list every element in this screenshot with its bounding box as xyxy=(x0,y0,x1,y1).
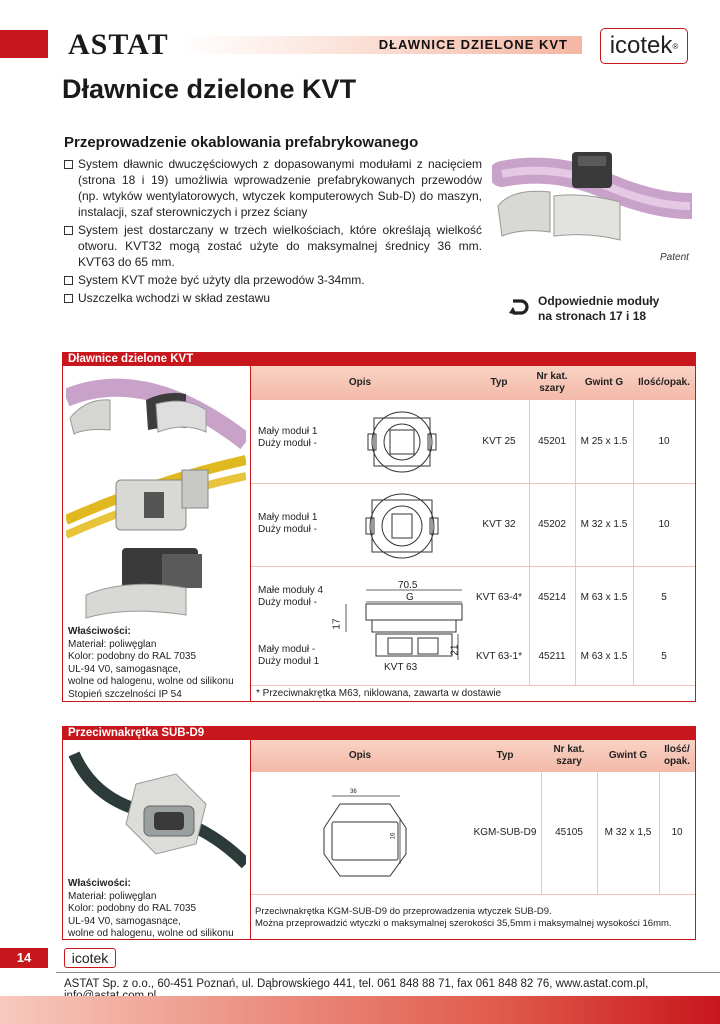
properties-heading: Właściwości: xyxy=(68,878,131,889)
page-subtitle: Przeprowadzenie okablowania prefabrykowanego xyxy=(64,134,419,151)
footer-divider xyxy=(56,972,720,973)
dim-width-label: 36 xyxy=(350,789,357,795)
column-divider xyxy=(250,366,251,702)
desc-line: Mały moduł - xyxy=(258,644,316,655)
property-line: wolne od halogenu, wolne od silikonu xyxy=(68,676,234,687)
subd-table-title: Przeciwnakrętka SUB-D9 xyxy=(62,726,696,740)
gwint-cell: M 25 x 1.5 xyxy=(580,435,628,447)
col-header-ilosc: Ilość/ opak. xyxy=(659,740,695,772)
desc-line: Mały moduł 1 xyxy=(258,426,318,437)
kvt-properties xyxy=(68,626,248,701)
property-line: UL-94 V0, samogasnące, xyxy=(68,663,181,675)
desc-line: Mały moduł 1 xyxy=(258,512,318,523)
property-line: Stopień szczelności IP 54 xyxy=(68,688,182,700)
kvt-table-title: Dławnice dzielone KVT xyxy=(62,352,696,366)
astat-logo: ASTAT xyxy=(68,28,169,61)
dim-height-label: 17 xyxy=(331,618,343,630)
property-line: wolne od halogenu, wolne od silikonu xyxy=(68,928,234,939)
desc-line: Duży moduł - xyxy=(258,524,317,535)
footer-band xyxy=(0,996,720,1024)
ilosc-cell: 10 xyxy=(658,435,670,447)
subd-product-photo xyxy=(66,744,246,874)
feature-list xyxy=(64,156,482,308)
ilosc-cell: 5 xyxy=(661,651,667,662)
col-header-opis: Opis xyxy=(251,740,469,772)
property-line: Kolor: podobny do RAL 7035 xyxy=(68,903,197,914)
gwint-cell: M 32 x 1.5 xyxy=(580,519,628,530)
thread-label: G xyxy=(406,592,414,603)
desc-line: Duży moduł 1 xyxy=(258,656,320,667)
typ-cell: KVT 32 xyxy=(482,519,516,530)
property-line: Materiał: poliwęglan xyxy=(68,638,157,650)
desc-line: Duży moduł - xyxy=(258,597,317,608)
modules-note-line2: na stronach 17 i 18 xyxy=(538,309,647,323)
property-line: UL-94 V0, samogasnące, xyxy=(68,915,181,927)
col-header-opis: Opis xyxy=(251,366,469,400)
col-header-nr-kat: Nr kat. szary xyxy=(529,366,575,400)
ilosc-cell: 10 xyxy=(671,827,683,838)
nr-cell: 45202 xyxy=(538,519,566,530)
col-header-nr-kat: Nr kat. szary xyxy=(541,740,597,772)
return-arrow-icon xyxy=(508,297,530,319)
gwint-cell: M 63 x 1.5 xyxy=(580,592,628,603)
typ-cell: KVT 63-1* xyxy=(476,651,522,662)
product-photo-kvt xyxy=(492,136,692,252)
col-header-gwint: Gwint G xyxy=(575,366,633,400)
footer-address: ASTAT Sp. z o.o., 60-451 Poznań, ul. Dąbrowskiego 441, tel. 061 848 88 71, fax 061 848 82 76, www.astat.com.pl, xyxy=(64,978,649,990)
row-description xyxy=(258,426,358,452)
icotek-logo-text: icotek xyxy=(609,32,673,59)
header-red-bar xyxy=(0,30,48,58)
property-line: Materiał: poliwęglan xyxy=(68,890,157,902)
feature-item: System jest dostarczany w trzech wielkościach, które określają wielkość otworu. KVT32 mogą zostać użyte do maksymalnej średnicy 36 mm. KVT63 do 65 mm. xyxy=(64,222,482,270)
nr-cell: 45105 xyxy=(555,827,583,838)
note-line: Przeciwnakrętka KGM-SUB-D9 do przeprowadzenia wtyczek SUB-D9. xyxy=(255,906,552,917)
ilosc-cell: 10 xyxy=(658,519,670,530)
modules-note xyxy=(538,294,659,324)
ilosc-cell: 5 xyxy=(661,592,667,603)
page-number: 14 xyxy=(0,948,48,968)
subd-note xyxy=(255,906,691,930)
dim-height-label: 16 xyxy=(390,832,397,840)
feature-item: Uszczelka wchodzi w skład zestawu xyxy=(64,290,482,306)
property-line: Kolor: podobny do RAL 7035 xyxy=(68,651,197,662)
col-header-typ: Typ xyxy=(469,366,529,400)
feature-item: System KVT może być użyty dla przewodów 3-34mm. xyxy=(64,272,482,288)
col-header-ilosc: Ilość/opak. xyxy=(633,366,695,400)
footer-icotek-logo: icotek xyxy=(64,948,116,968)
subd-properties xyxy=(68,878,248,941)
typ-cell: KVT 25 xyxy=(482,435,516,447)
patent-caption: Patent xyxy=(660,252,689,263)
nr-cell: 45211 xyxy=(538,651,566,662)
row-divider xyxy=(251,685,695,686)
icotek-logo xyxy=(600,28,688,64)
properties-heading: Właściwości: xyxy=(68,626,131,637)
feature-item: System dławnic dwuczęściowych z dopasowanymi modułami z nacięciem (strona 18 i 19) umożliwia wprowadzenie prefabrykowanych przewodów (np. wtyków wentylatorowych, wtyczek komputerowych Sub-D) do maszyn, instalacji, szaf sterowniczych i przez ściany xyxy=(64,156,482,220)
model-label: KVT 63 xyxy=(384,662,418,673)
kvt-product-photos xyxy=(66,370,246,620)
typ-cell: KGM-SUB-D9 xyxy=(473,827,537,838)
row-divider xyxy=(251,566,695,567)
gwint-cell: M 32 x 1,5 xyxy=(604,827,652,838)
desc-line: Małe moduły 4 xyxy=(258,585,324,596)
nr-cell: 45201 xyxy=(538,435,566,447)
row-description xyxy=(258,512,358,538)
modules-note-line1: Odpowiednie moduły xyxy=(538,294,660,308)
row-divider xyxy=(251,894,695,895)
col-header-typ: Typ xyxy=(469,740,541,772)
section-title: DŁAWNICE DZIELONE KVT xyxy=(378,37,568,52)
gwint-cell: M 63 x 1.5 xyxy=(580,651,628,662)
kvt25-drawing xyxy=(364,404,440,480)
registered-mark: ® xyxy=(672,41,679,51)
col-header-gwint: Gwint G xyxy=(597,740,659,772)
footnote: * Przeciwnakrętka M63, niklowana, zawarta w dostawie xyxy=(256,688,502,699)
nr-cell: 45214 xyxy=(538,592,566,603)
desc-line: Duży moduł - xyxy=(258,438,317,449)
dim-side-label: 21 xyxy=(449,644,461,656)
typ-cell: KVT 63-4* xyxy=(476,592,522,603)
dim-width-label: 70.5 xyxy=(398,580,418,591)
page-title: Dławnice dzielone KVT xyxy=(62,74,357,104)
kvt32-drawing xyxy=(364,488,440,564)
note-line: Można przeprowadzić wtyczki o maksymalnej szerokości 35,5mm i maksymalnej wysokości 16mm. xyxy=(255,918,672,929)
